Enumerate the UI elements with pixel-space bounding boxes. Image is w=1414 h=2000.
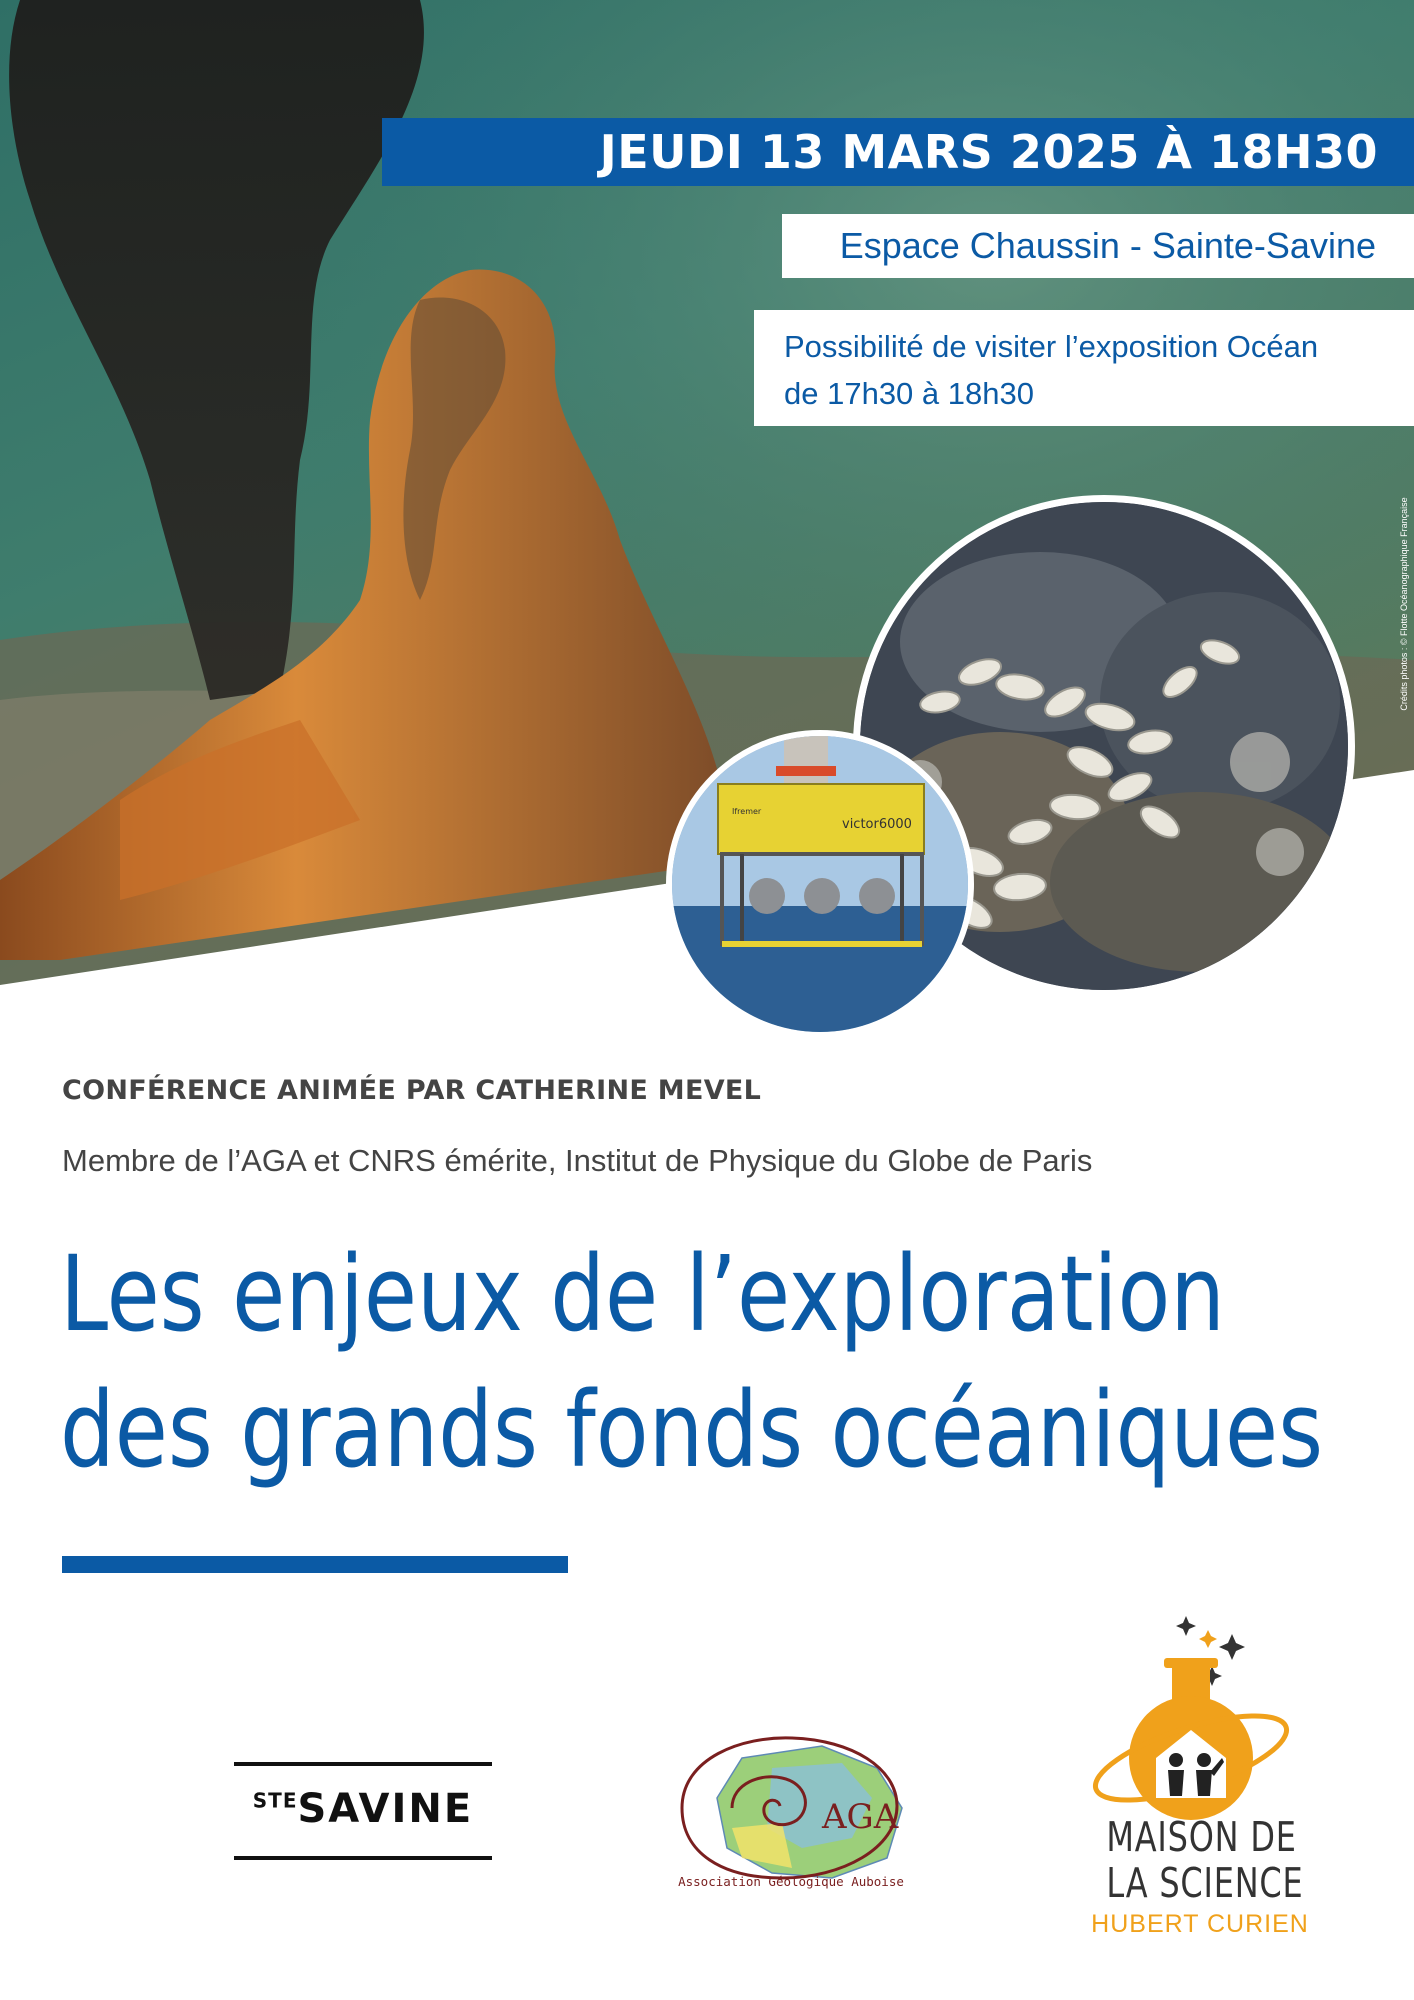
- rov-victor-photo: [666, 730, 974, 1038]
- logo-bottom-bar: [234, 1856, 492, 1860]
- flask-rim: [1164, 1658, 1218, 1668]
- mds-wordmark-line-1: MAISON DE: [1106, 1813, 1297, 1861]
- map-region-yellow: [732, 1823, 792, 1868]
- rov-name-label: victor6000: [842, 817, 912, 832]
- mds-wordmark-line-2: LA SCIENCE: [1106, 1859, 1304, 1907]
- speaker-heading: CONFÉRENCE ANIMÉE PAR CATHERINE MEVEL: [62, 1075, 762, 1106]
- photo-credits: [1396, 486, 1412, 722]
- event-date-banner: JEUDI 13 MARS 2025 À 18H30: [382, 118, 1414, 186]
- exhibition-visit-info: [754, 310, 1414, 426]
- mds-wordmark-line-3: HUBERT CURIEN: [1091, 1910, 1309, 1938]
- title-line-2: des grands fonds océaniques: [60, 1369, 1324, 1491]
- aga-letters: AGA: [822, 1797, 899, 1837]
- visit-line-2: de 17h30 à 18h30: [784, 376, 1034, 411]
- visit-line-1: Possibilité de visiter l’exposition Océan: [784, 329, 1319, 364]
- ste-prefix: STE: [252, 1788, 298, 1813]
- title-line-1: Les enjeux de l’exploration: [60, 1233, 1225, 1355]
- conference-title: [60, 1226, 1323, 1498]
- aga-logo: [672, 1728, 912, 1898]
- savine-word: SAVINE: [297, 1786, 474, 1832]
- speaker-affiliation: Membre de l’AGA et CNRS émérite, Institut de Physique du Globe de Paris: [62, 1143, 1093, 1178]
- title-underline: [62, 1556, 568, 1573]
- sainte-savine-wordmark: [234, 1786, 492, 1832]
- rov-brand-label: Ifremer: [732, 807, 762, 816]
- photo-credits-text: Crédits photos : © Flotte Océanographique Française: [1399, 497, 1409, 711]
- event-venue: Espace Chaussin - Sainte-Savine: [782, 214, 1414, 278]
- logo-top-bar: [234, 1762, 492, 1766]
- sainte-savine-logo: [234, 1762, 492, 1862]
- rov-illustration: [672, 736, 968, 1032]
- aga-caption: Association Géologique Auboise: [678, 1874, 904, 1889]
- sparkle-orange-icon: [1199, 1630, 1217, 1648]
